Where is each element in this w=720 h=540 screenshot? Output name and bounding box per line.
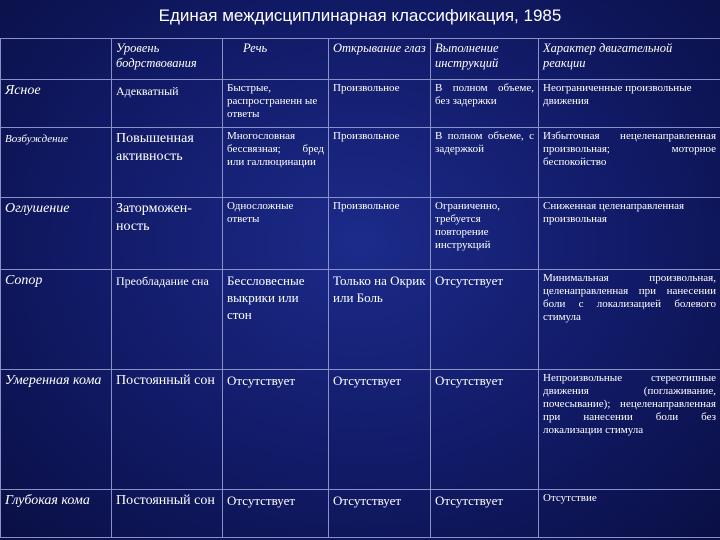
speech-cell: Быстрые, распространенн ые ответы: [223, 80, 329, 128]
speech-cell: Отсутствует: [223, 370, 329, 490]
header-eyes: Открывание глаз: [329, 39, 431, 80]
level-cell: Постоянный сон: [112, 490, 223, 538]
speech-cell: Бессловесные выкрики или стон: [223, 270, 329, 370]
eyes-cell: Отсутствует: [329, 490, 431, 538]
motor-cell: Непроизвольные стереотипные движения (поглаживание, почесывание); нецеленаправленная при нанесении боли без локализации стимула: [539, 370, 720, 490]
header-row: [1, 39, 720, 80]
state-cell: Возбуждение: [1, 128, 112, 198]
eyes-cell: Только на Окрик или Боль: [329, 270, 431, 370]
state-cell: Оглушение: [1, 198, 112, 270]
table-row: [1, 270, 720, 370]
motor-cell: Неограниченные произвольные движения: [539, 80, 720, 128]
level-cell: Адекватный: [112, 80, 223, 128]
header-commands: Выполнение инструкций: [431, 39, 539, 80]
state-cell: Ясное: [1, 80, 112, 128]
classification-table: [0, 38, 720, 538]
table-row: [1, 490, 720, 538]
eyes-cell: Произвольное: [329, 80, 431, 128]
speech-cell: Многословная бессвязная; бред или галлюцинации: [223, 128, 329, 198]
speech-cell: Отсутствует: [223, 490, 329, 538]
eyes-cell: Отсутствует: [329, 370, 431, 490]
state-cell: Сопор: [1, 270, 112, 370]
level-cell: Постоянный сон: [112, 370, 223, 490]
table-row: [1, 198, 720, 270]
header-motor: Характер двигательной реакции: [539, 39, 720, 80]
commands-cell: В полном объеме, с задержкой: [431, 128, 539, 198]
eyes-cell: Произвольное: [329, 128, 431, 198]
header-state: [1, 39, 112, 80]
table-row: [1, 80, 720, 128]
commands-cell: Ограниченно, требуется повторение инструкций: [431, 198, 539, 270]
speech-cell: Односложные ответы: [223, 198, 329, 270]
level-cell: Повышенная активность: [112, 128, 223, 198]
header-level: Уровень бодрствования: [112, 39, 223, 80]
slide-title: Единая междисциплинарная классификация, 1985: [158, 6, 562, 25]
table-row: [1, 128, 720, 198]
commands-cell: Отсутствует: [431, 270, 539, 370]
header-speech: Речь: [223, 39, 329, 80]
motor-cell: Избыточная нецеленаправленная произвольная; моторное беспокойство: [539, 128, 720, 198]
motor-cell: Отсутствие: [539, 490, 720, 538]
commands-cell: Отсутствует: [431, 370, 539, 490]
motor-cell: Сниженная целенаправленная произвольная: [539, 198, 720, 270]
motor-cell: Минимальная произвольная, целенаправленная при нанесении боли с локализацией болевого стимула: [539, 270, 720, 370]
eyes-cell: Произвольное: [329, 198, 431, 270]
state-cell: Глубокая кома: [1, 490, 112, 538]
level-cell: Преобладание сна: [112, 270, 223, 370]
state-cell: Умеренная кома: [1, 370, 112, 490]
table-row: [1, 370, 720, 490]
commands-cell: В полном объеме, без задержки: [431, 80, 539, 128]
commands-cell: Отсутствует: [431, 490, 539, 538]
level-cell: Заторможен-ность: [112, 198, 223, 270]
